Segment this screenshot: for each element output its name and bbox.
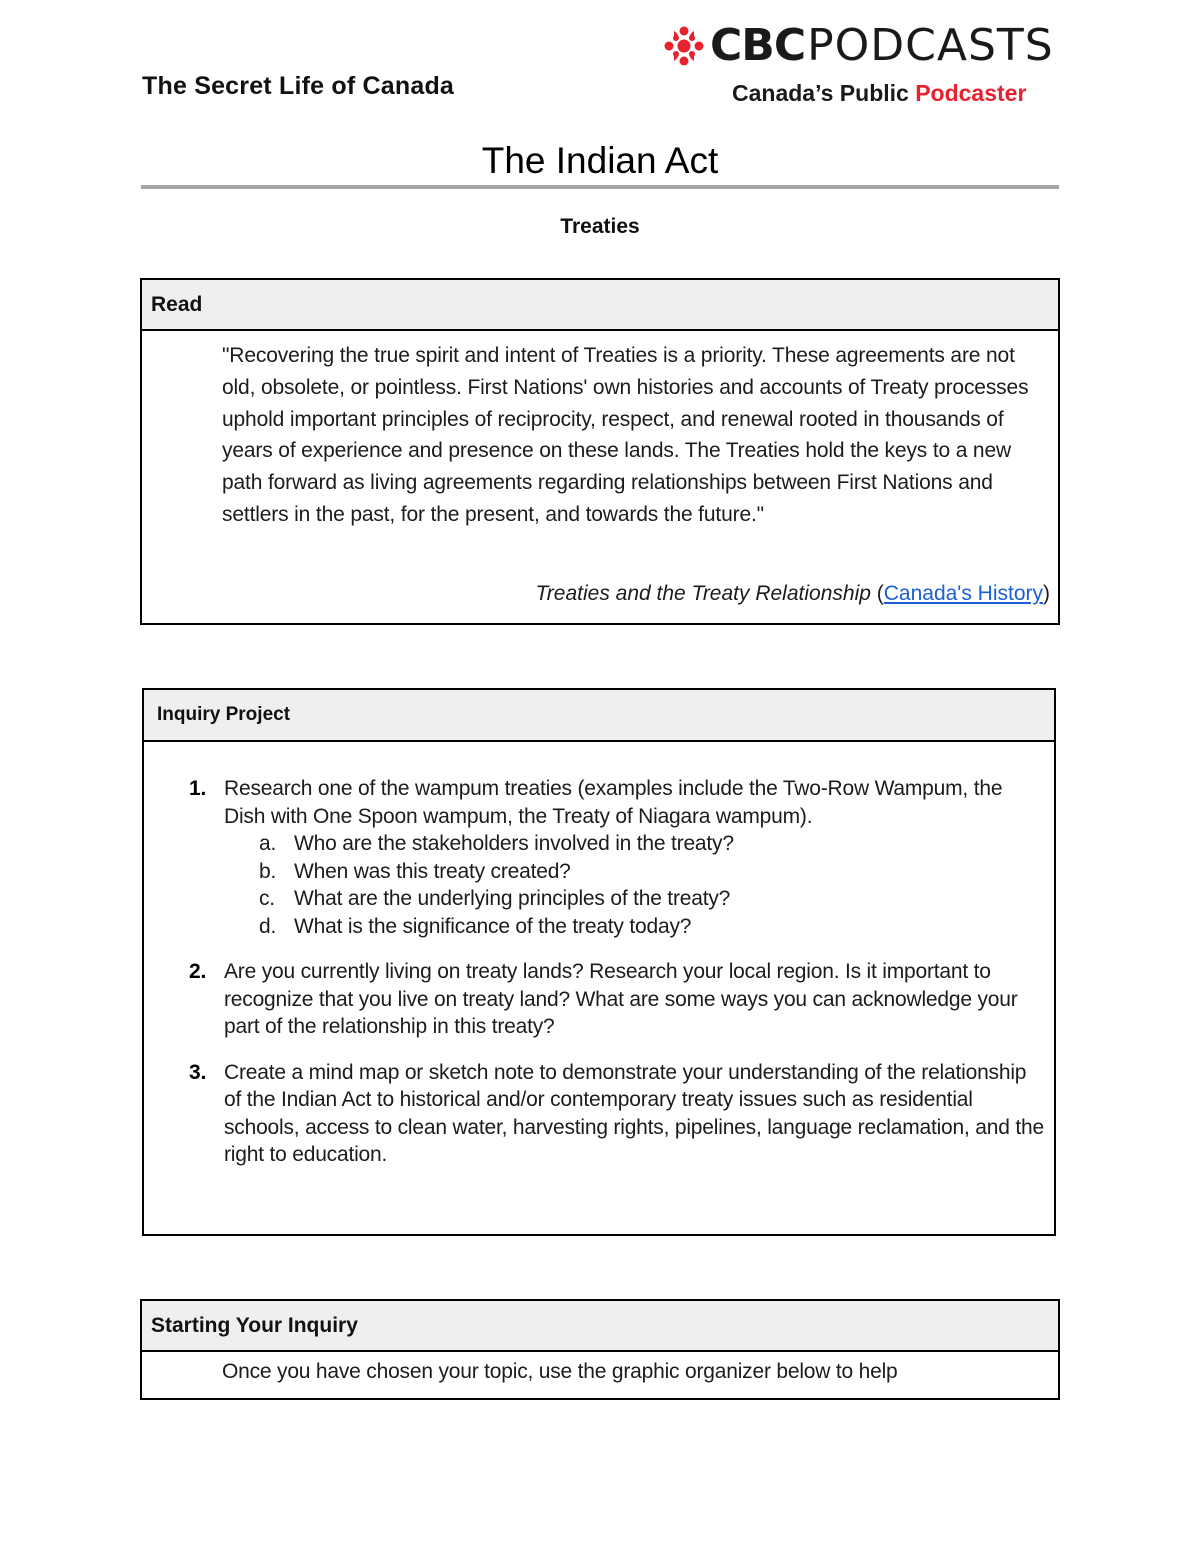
canadas-history-link[interactable]: Canada's History bbox=[883, 582, 1043, 605]
inquiry-project-section bbox=[142, 688, 1056, 1236]
series-title: The Secret Life of Canada bbox=[142, 72, 455, 100]
sub-item-letter: a. bbox=[259, 832, 277, 855]
document-title: The Indian Act bbox=[481, 140, 719, 181]
item-number: 1. bbox=[189, 777, 207, 800]
list-item bbox=[184, 1059, 1044, 1169]
citation-close-paren: ) bbox=[1043, 582, 1050, 605]
starting-heading: Starting Your Inquiry bbox=[142, 1301, 1058, 1352]
list-item bbox=[184, 958, 1044, 1041]
starting-text: Once you have chosen your topic, use the graphic organizer below to help bbox=[222, 1360, 898, 1383]
sub-item-letter: d. bbox=[259, 914, 277, 938]
starting-inquiry-section bbox=[140, 1299, 1060, 1400]
tagline-accent: Podcaster bbox=[915, 80, 1027, 106]
sub-item-letter: b. bbox=[259, 859, 277, 883]
sub-item-text: What is the significance of the treaty today? bbox=[294, 914, 692, 938]
sub-list-item bbox=[184, 885, 1044, 913]
sub-item-text: Who are the stakeholders involved in the treaty? bbox=[294, 832, 734, 855]
list-item bbox=[184, 775, 1044, 940]
inquiry-heading: Inquiry Project bbox=[144, 690, 1054, 742]
cbc-gem-icon bbox=[664, 26, 704, 66]
item-number: 2. bbox=[189, 960, 207, 983]
sub-item-text: When was this treaty created? bbox=[294, 859, 571, 883]
item-text: Research one of the wampum treaties (examples include the Two-Row Wampum, the Dish with One Spoon wampum, the Treaty of Niagara wampum). bbox=[224, 777, 1003, 828]
title-divider bbox=[141, 185, 1059, 189]
sub-list-item bbox=[184, 830, 1044, 858]
tagline-prefix: Canada’s Public bbox=[732, 80, 916, 106]
item-text: Are you currently living on treaty lands? Research your local region. Is it important to recognize that you live on treaty land? What are some ways you can acknowledge your part of the relationship in this treaty? bbox=[224, 960, 1018, 1038]
read-heading: Read bbox=[142, 280, 1058, 331]
sub-list-item bbox=[184, 913, 1044, 941]
read-section bbox=[140, 278, 1060, 625]
brand-name-light: PODCASTS bbox=[807, 20, 1054, 71]
item-text: Create a mind map or sketch note to demonstrate your understanding of the relationship of the Indian Act to historical and/or contemporary treaty issues such as residential schools, access to clean water, harvesting rights, pipelines, language reclamation, and the right to education. bbox=[224, 1060, 1044, 1166]
sub-item-text: What are the underlying principles of the treaty? bbox=[294, 887, 731, 910]
read-quote: "Recovering the true spirit and intent of Treaties is a priority. These agreements are not old, obsolete, or pointless. First Nations' own histories and accounts of Treaty processes uphold important principles of reciprocity, respect, and renewal rooted in thousands of years of experience and presence on these lands. The Treaties hold the keys to a new path forward as living agreements regarding relationships between First Nations and settlers in the past, for the present, and towards the future." bbox=[222, 344, 1029, 526]
sub-item-letter: c. bbox=[259, 887, 275, 910]
sub-list bbox=[184, 830, 1044, 940]
brand-row bbox=[664, 22, 1054, 70]
brand-tagline bbox=[732, 80, 1026, 107]
cbc-podcasts-logo bbox=[664, 22, 1109, 112]
item-number: 3. bbox=[189, 1060, 207, 1084]
sub-list-item bbox=[184, 858, 1044, 886]
quote-citation bbox=[536, 582, 1050, 606]
citation-open-paren: ( bbox=[870, 582, 884, 605]
brand-name-bold: CBC bbox=[710, 20, 806, 71]
citation-title: Treaties and the Treaty Relationship bbox=[535, 582, 871, 605]
inquiry-list bbox=[184, 775, 1044, 1187]
document-subtitle: Treaties bbox=[560, 215, 640, 238]
